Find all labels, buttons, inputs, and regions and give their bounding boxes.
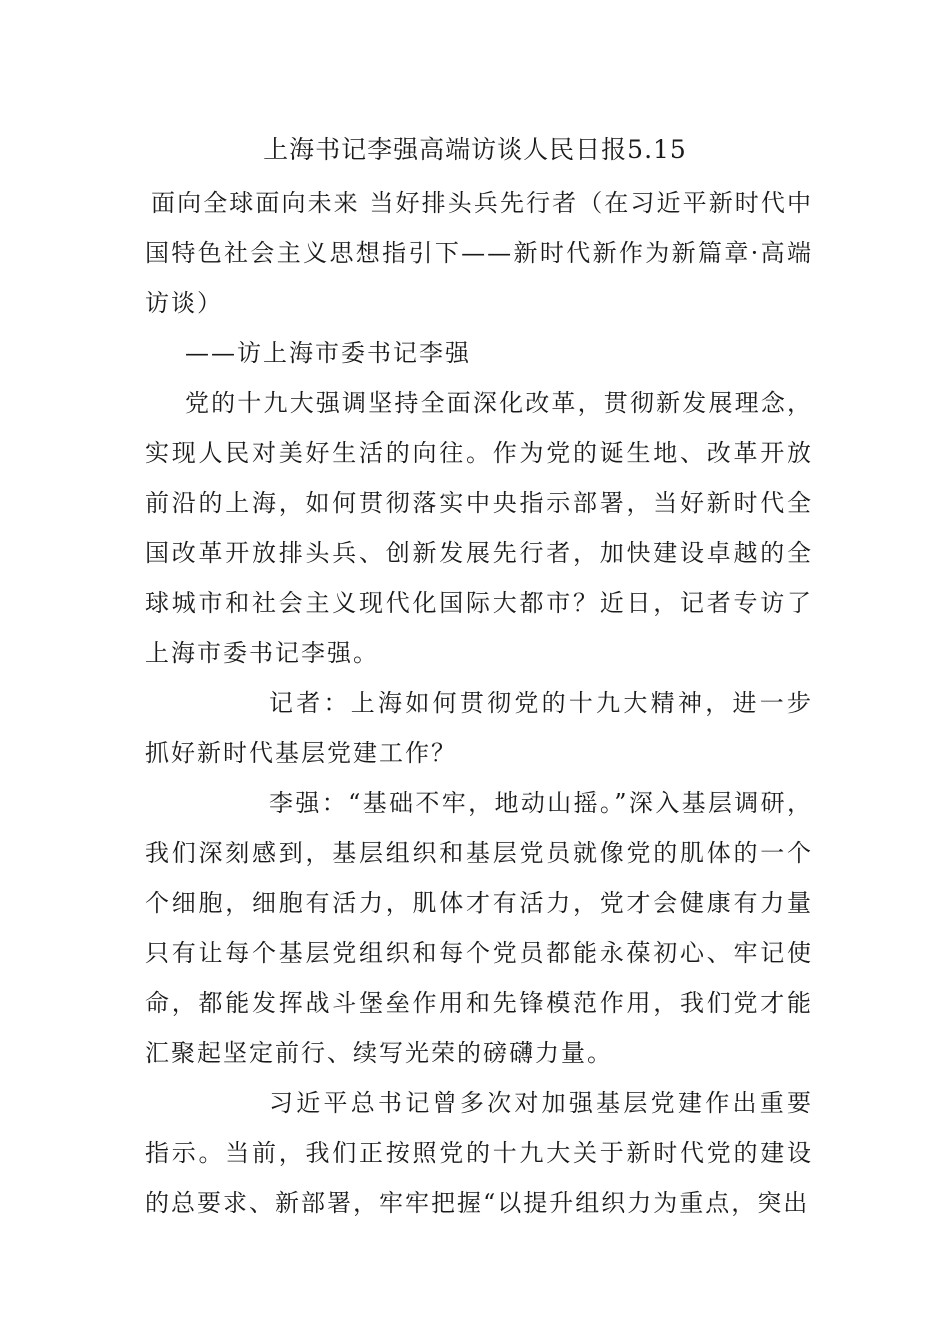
article-subtitle: 面向全球面向未来 当好排头兵先行者（在习近平新时代中国特色社会主义思想指引下——新时代新作为新篇章·高端访谈）: [145, 189, 813, 317]
paragraph-continuation: 习近平总书记曾多次对加强基层党建作出重要指示。当前，我们正按照党的十九大关于新时代党的建设的总要求、新部署，牢牢把握“以提升组织力为重点，突出: [145, 1089, 813, 1217]
document-body: [145, 178, 813, 1228]
paragraph-intro: 党的十九大强调坚持全面深化改革，贯彻新发展理念，实现人民对美好生活的向往。作为党的诞生地、改革开放前沿的上海，如何贯彻落实中央指示部署，当好新时代全国改革开放排头兵、创新发展先行者，加快建设卓越的全球城市和社会主义现代化国际大都市？近日，记者专访了上海市委书记李强。: [145, 389, 813, 667]
document-title: 上海书记李强高端访谈人民日报5.15: [263, 135, 687, 164]
article-byline: ——访上海市委书记李强: [185, 339, 471, 367]
paragraph-reporter-question: 记者：上海如何贯彻党的十九大精神，进一步抓好新时代基层党建工作？: [145, 689, 813, 767]
paragraph-li-qiang-answer: 李强：“基础不牢，地动山摇。”深入基层调研，我们深刻感到，基层组织和基层党员就像党的肌体的一个个细胞，细胞有活力，肌体才有活力，党才会健康有力量只有让每个基层党组织和每个党员都能永葆初心、牢记使命，都能发挥战斗堡垒作用和先锋模范作用，我们党才能汇聚起坚定前行、续写光荣的磅礴力量。: [145, 789, 813, 1067]
